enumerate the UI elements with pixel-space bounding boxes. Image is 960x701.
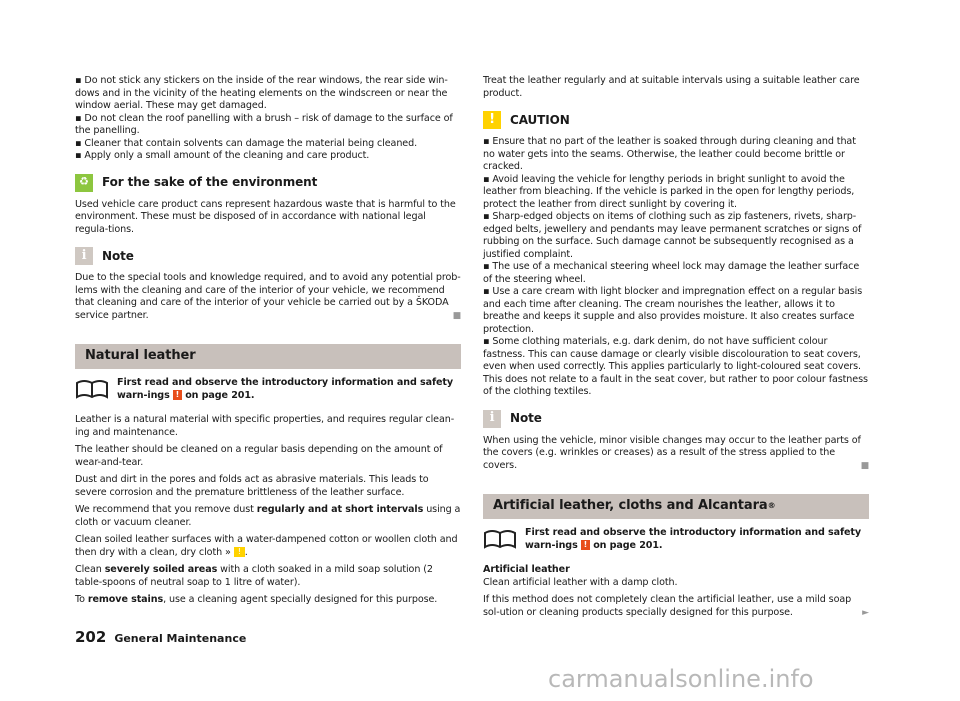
text-run: To [75, 594, 85, 605]
paragraph: Leather is a natural material with specific properties, and requires regular clean-ing and maintenance. [75, 414, 455, 438]
environment-text: Used vehicle care product cans represent hazardous waste that is harmful to the environment. These must be disposed of in accordance with national legal regula-tions. [75, 198, 456, 235]
emphasis: severely soiled areas [104, 564, 218, 575]
paragraph [75, 594, 461, 607]
text-run: using a cloth or vacuum cleaner. [75, 504, 461, 528]
end-square-icon: ■ [860, 460, 869, 471]
open-book-icon [75, 377, 109, 401]
footer-section-name: General Maintenance [114, 632, 247, 645]
environment-heading [75, 174, 461, 192]
intro-text [117, 377, 461, 402]
info-icon: i [483, 410, 501, 428]
page-number: 202 [75, 628, 107, 646]
intro-text-a: First read and observe the introductory information and safety warn-ings [117, 377, 454, 401]
banner-title: Artificial leather, cloths and Alcantara [493, 498, 768, 514]
sub-heading: Artificial leather [483, 564, 570, 575]
paragraph: The leather should be cleaned on a regular basis depending on the amount of wear-and-tear. [75, 444, 443, 468]
paragraph [75, 534, 461, 559]
text-run: . [244, 546, 248, 558]
intro-page-link[interactable]: on page 201. [185, 389, 255, 401]
list-item: ▪ Sharp-edged objects on items of clothing such as zip fasteners, rivets, sharp-edged belts, jewellery and pendants may leave permanent scratches or signs of rubbing on the surface. Such damage cannot be subsequently recognised as a justified complaint. [483, 211, 869, 261]
list-item: ▪ Cleaner that contain solvents can damage the material being cleaned. [75, 138, 461, 151]
paragraph: Dust and dirt in the pores and folds act as abrasive materials. This leads to severe corrosion and the premature brittleness of the leather surface. [75, 474, 429, 498]
end-square-icon: ■ [452, 310, 461, 321]
text-run: Clean [75, 564, 102, 575]
text-run: We recommend that you remove dust [75, 504, 254, 515]
note-heading [483, 410, 869, 428]
open-book-icon [483, 527, 517, 551]
caution-icon[interactable]: ! [234, 547, 245, 557]
intro-text [525, 527, 869, 552]
left-column [75, 75, 461, 612]
warning-icon: ! [173, 390, 182, 400]
recycle-icon: ♻ [75, 174, 93, 192]
list-item: ▪ Do not clean the roof panelling with a brush – risk of damage to the surface of the panelling. [75, 113, 461, 138]
environment-heading-text: For the sake of the environment [102, 175, 318, 190]
intro-page-link[interactable]: on page 201. [593, 539, 663, 551]
text-run: Clean soiled leather surfaces with a water-dampened cotton or woollen cloth and then dry with a clean, dry cloth » [75, 534, 458, 558]
exclamation-icon: ! [483, 111, 501, 129]
paragraph [483, 594, 869, 619]
registered-mark: ® [767, 501, 776, 511]
list-item: ▪ Avoid leaving the vehicle for lengthy periods in bright sunlight to avoid the leather from bleaching. If the vehicle is parked in the open for lengthy periods, protect the leather from direct sunlight by covering it. [483, 174, 869, 212]
intro-text-a: First read and observe the introductory information and safety warn-ings [525, 527, 862, 551]
caution-heading [483, 111, 869, 129]
note-heading-text: Note [510, 411, 542, 426]
list-item: ▪ Use a care cream with light blocker and impregnation effect on a regular basis and each time after cleaning. The cream nourishes the leather, allows it to breathe and keeps it supple and also provides moisture. It also creates surface protection. [483, 286, 869, 336]
text-run: with a cloth soaked in a mild soap solution (2 table-spoons of neutral soap to 1 litre of water). [75, 564, 433, 588]
section-banner-artificial-leather [483, 494, 869, 519]
note-text [75, 272, 461, 322]
watermark: carmanualsonline.info [548, 665, 814, 693]
note-text-body: Due to the special tools and knowledge required, and to avoid any potential prob-lems with the cleaning and care of the interior of your vehicle, we recommend that cleaning and care of the interior of your vehicle be carried out by a ŠKODA service partner. [75, 272, 461, 321]
emphasis: regularly and at short intervals [256, 504, 424, 515]
info-icon: i [75, 247, 93, 265]
continue-arrow-icon: ► [862, 607, 869, 618]
list-item: ▪ Do not stick any stickers on the inside of the rear windows, the rear side win-dows and in the vicinity of the heating elements on the windscreen or near the window aerial. These may get damaged. [75, 75, 461, 113]
paragraph [75, 504, 461, 529]
note-text-body: When using the vehicle, minor visible changes may occur to the leather parts of the covers (e.g. wrinkles or creases) as a result of the stress applied to the covers. [483, 434, 861, 471]
note-heading [75, 247, 461, 265]
page-footer [75, 628, 246, 646]
list-item: ▪ Apply only a small amount of the cleaning and care product. [75, 150, 461, 163]
banner-title: Natural leather [85, 348, 196, 364]
text-run: , use a cleaning agent specially designed for this purpose. [163, 594, 438, 605]
section-banner-natural-leather [75, 344, 461, 369]
paragraph: Clean artificial leather with a damp cloth. [483, 576, 678, 588]
note-text [483, 435, 869, 473]
list-item: ▪ Some clothing materials, e.g. dark denim, do not have sufficient colour fastness. This can cause damage or clearly visible discolouration to seat covers, even when used correctly. This applies particularly to light-coloured seat covers. This does not relate to a fault in the seat cover, but rather to poor colour fastness of the clothing textiles. [483, 336, 869, 399]
right-column [483, 75, 869, 624]
note-heading-text: Note [102, 248, 134, 263]
paragraph: Treat the leather regularly and at suitable intervals using a suitable leather care product. [483, 75, 860, 99]
paragraph [75, 564, 461, 589]
emphasis: remove stains [87, 594, 164, 605]
text-run: If this method does not completely clean the artificial leather, use a mild soap sol-ution or cleaning products specially designed for this purpose. [483, 594, 852, 618]
list-item: ▪ The use of a mechanical steering wheel lock may damage the leather surface of the steering wheel. [483, 261, 869, 286]
intro-reference [75, 377, 461, 402]
list-item: ▪ Ensure that no part of the leather is soaked through during cleaning and that no water gets into the seams. Otherwise, the leather could become brittle or cracked. [483, 136, 869, 174]
caution-heading-text: CAUTION [510, 112, 570, 127]
warning-icon: ! [581, 540, 590, 550]
intro-reference [483, 527, 869, 552]
